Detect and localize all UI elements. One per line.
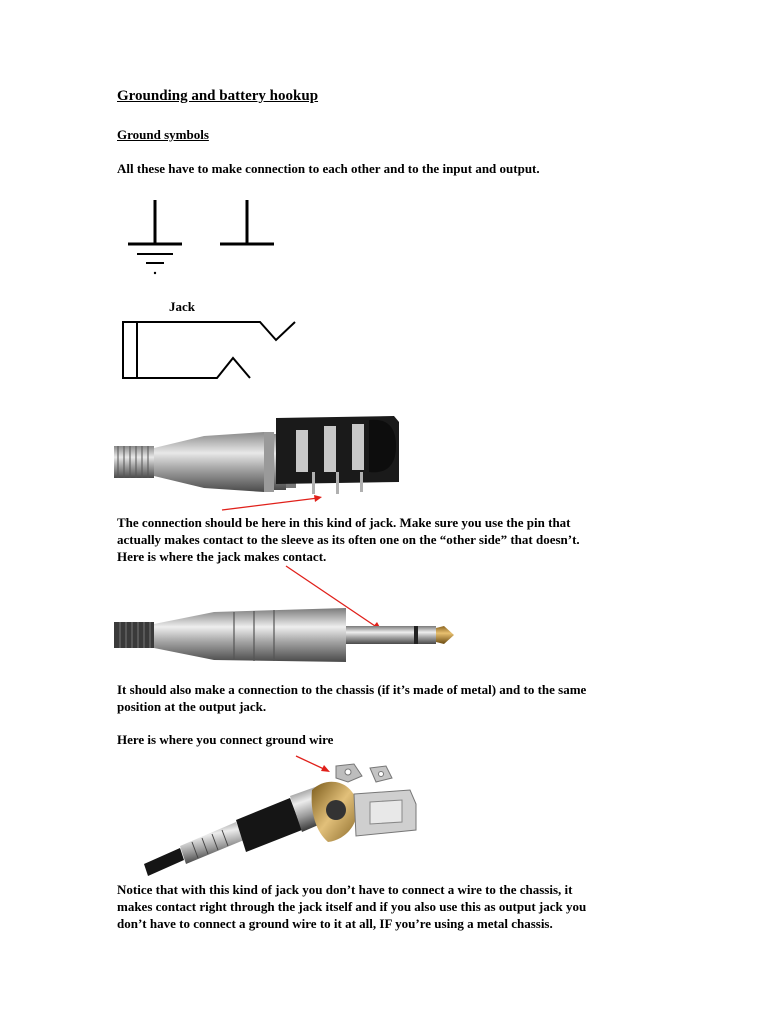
connection-note-line: Here is where the jack makes contact. [117, 549, 327, 564]
final-note-line: makes contact right through the jack itself and if you also use this as output jack you [117, 899, 587, 914]
jack-schematic-symbol [118, 314, 302, 384]
chassis-note [117, 681, 586, 715]
jack-label: Jack [169, 299, 195, 314]
ground-intro-text: All these have to make connection to each other and to the input and output. [117, 161, 540, 176]
chassis-note-line: position at the output jack. [117, 699, 267, 714]
earth-ground-symbol [122, 196, 192, 278]
final-note-line: Notice that with this kind of jack you don’t have to connect a wire to the chassis, it [117, 882, 573, 897]
connection-note-line: The connection should be here in this kind of jack. Make sure you use the pin that [117, 515, 571, 530]
plug-photo [114, 604, 460, 666]
connection-note [117, 514, 580, 565]
connection-note-line: actually makes contact to the sleeve as its often one on the “other side” that doesn’t. [117, 532, 580, 547]
ground-wire-note: Here is where you connect ground wire [117, 732, 334, 747]
final-note-line: don’t have to connect a ground wire to it at all, IF you’re using a metal chassis. [117, 916, 553, 931]
chassis-ground-symbol [216, 196, 278, 252]
page-title: Grounding and battery hookup [117, 88, 319, 104]
open-frame-jack-photo [140, 760, 430, 882]
final-note [117, 881, 586, 932]
ground-symbols-heading: Ground symbols [117, 127, 209, 142]
chassis-note-line: It should also make a connection to the chassis (if it’s made of metal) and to the same [117, 682, 587, 697]
pin-pointer-arrow [218, 490, 328, 514]
